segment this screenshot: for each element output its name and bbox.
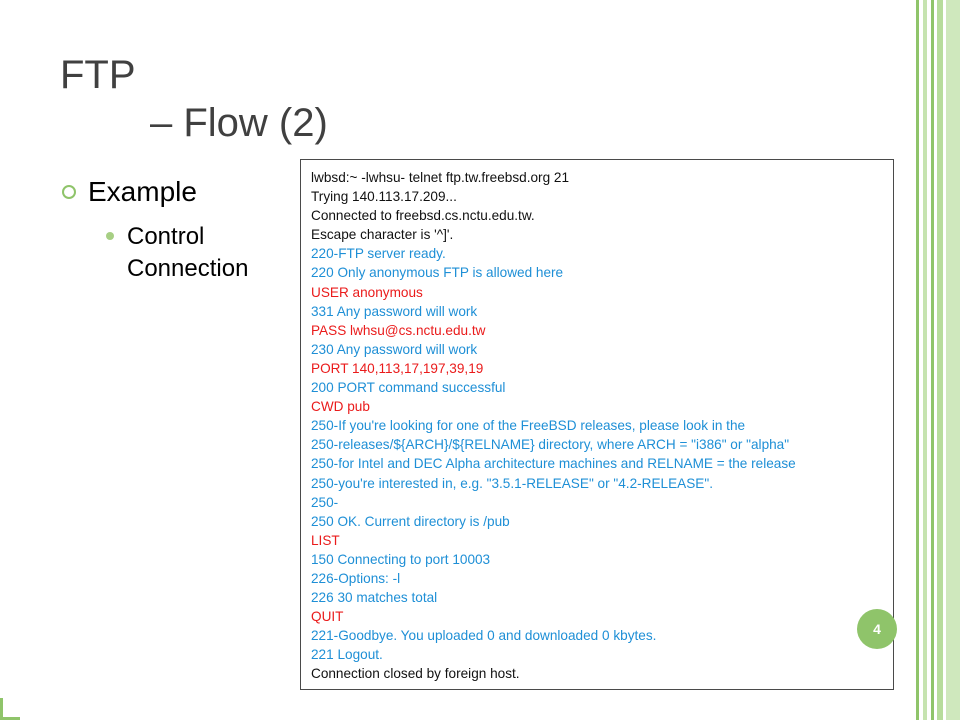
terminal-line: PORT 140,113,17,197,39,19 [311, 360, 484, 376]
decorative-stripe [916, 0, 919, 720]
terminal-line: 200 PORT command successful [311, 380, 506, 396]
terminal-line: 221-Goodbye. You uploaded 0 and downloaded 0 kbytes. [311, 628, 657, 644]
terminal-line: QUIT [311, 609, 344, 625]
bullet-example: Example [88, 176, 197, 207]
decorative-stripe [946, 0, 960, 720]
terminal-transcript [300, 159, 894, 690]
terminal-line: 331 Any password will work [311, 303, 478, 319]
decorative-stripe [931, 0, 934, 720]
terminal-line: LIST [311, 532, 340, 548]
terminal-line: CWD pub [311, 399, 370, 415]
slide-title-subline: – Flow (2) [150, 101, 328, 145]
terminal-line: 221 Logout. [311, 647, 383, 663]
terminal-line: 250- [311, 494, 339, 510]
terminal-line: Connected to freebsd.cs.nctu.edu.tw. [311, 208, 535, 224]
terminal-line: lwbsd:~ -lwhsu- telnet ftp.tw.freebsd.org 21 [311, 170, 570, 185]
bullet-ring-icon [62, 185, 76, 199]
terminal-line: 220 Only anonymous FTP is allowed here [311, 265, 564, 281]
decorative-stripe [937, 0, 943, 720]
sub-bullet-control-connection: Control Connection [127, 223, 249, 282]
terminal-line: PASS lwhsu@cs.nctu.edu.tw [311, 322, 486, 338]
terminal-line: 250-for Intel and DEC Alpha architecture machines and RELNAME = the release [311, 456, 796, 472]
terminal-line: USER anonymous [311, 284, 423, 300]
page-number-badge: 4 [857, 609, 897, 649]
decorative-stripe [923, 0, 927, 720]
sub-bullet-dot-icon [106, 232, 114, 240]
terminal-line: Connection closed by foreign host. [311, 666, 520, 682]
terminal-line: 150 Connecting to port 10003 [311, 551, 491, 567]
terminal-line: 220-FTP server ready. [311, 246, 446, 262]
terminal-line: 250 OK. Current directory is /pub [311, 513, 510, 529]
terminal-line: Trying 140.113.17.209... [311, 189, 457, 205]
terminal-line: 250-you're interested in, e.g. "3.5.1-RELEASE" or "4.2-RELEASE". [311, 475, 713, 491]
terminal-line: 250-releases/${ARCH}/${RELNAME} directory, where ARCH = "i386" or "alpha" [311, 437, 790, 453]
terminal-line: 250-If you're looking for one of the FreeBSD releases, please look in the [311, 418, 746, 434]
terminal-line: 230 Any password will work [311, 341, 478, 357]
terminal-line: Escape character is '^]'. [311, 227, 454, 243]
terminal-line: 226 30 matches total [311, 590, 438, 606]
slide-title: FTP [60, 53, 136, 97]
terminal-line: 226-Options: -l [311, 570, 401, 586]
